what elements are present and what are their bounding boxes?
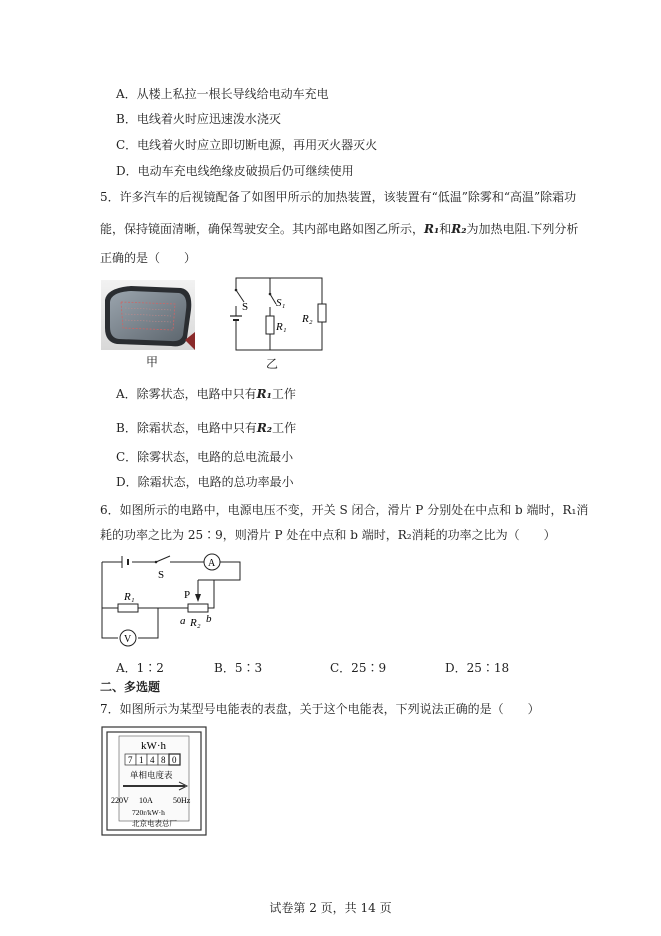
q5-switch-s-label: S <box>242 301 249 313</box>
meter-unit: kW·h <box>141 740 167 752</box>
q5-option-b: B．除霜状态，电路中只有R₂工作 <box>116 421 297 435</box>
meter-name: 单相电度表 <box>130 770 173 780</box>
q5-r2-symbol: R₂ <box>451 222 467 236</box>
q5-circuit-diagram <box>222 276 332 356</box>
meter-voltage: 220V <box>111 796 129 805</box>
q4-option-d: D．电动车充电线绝缘皮破损后仍可继续使用 <box>116 164 354 178</box>
q6-choice-c: C．25∶9 <box>330 661 387 675</box>
q6-r2-label: R₂ <box>190 617 201 629</box>
q5-r1-label: R₁ <box>276 321 287 333</box>
meter-digit-5: 0 <box>172 755 177 765</box>
meter-digit-2: 1 <box>139 755 144 765</box>
meter-digit-3: 4 <box>150 755 155 765</box>
q5-switch-s1-label: S₁ <box>276 297 286 309</box>
meter-digit-4: 8 <box>161 755 166 765</box>
meter-digit-1: 7 <box>128 755 133 765</box>
meter-frequency: 50Hz <box>173 796 191 805</box>
q7-stem: 7．如图所示为某型号电能表的表盘，关于这个电能表，下列说法正确的是（ ） <box>100 702 540 716</box>
q6-voltmeter-label: V <box>124 634 132 645</box>
q6-end-a-label: a <box>180 615 186 627</box>
q6-switch-s-label: S <box>158 569 165 581</box>
q6-stem-line1: 6．如图所示的电路中，电源电压不变，开关 S 闭合，滑片 P 分别处在中点和 b 端时，R₁消 <box>100 503 589 517</box>
q6-choice-b: B．5∶3 <box>214 661 263 675</box>
q4-option-c: C．电线着火时应立即切断电源，再用灭火器灭火 <box>116 138 378 152</box>
figure-yi-label: 乙 <box>266 357 279 371</box>
page-footer: 试卷第 2 页，共 14 页 <box>269 901 392 915</box>
q6-ammeter-label: A <box>208 558 216 569</box>
q5-stem-line1: 5．许多汽车的后视镜配备了如图甲所示的加热装置，该装置有“低温”除雾和“高温”除霜功 <box>100 190 577 204</box>
electric-meter-dial <box>101 726 207 836</box>
q6-slider-p-label: P <box>184 589 191 601</box>
section-heading-multi-choice: 二、多选题 <box>100 680 161 694</box>
q6-choice-d: D．25∶18 <box>445 661 510 675</box>
q5-stem-line2: 能，保持镜面清晰，确保驾驶安全。其内部电路如图乙所示，R₁和R₂为加热电阻.下列分析 <box>100 222 579 236</box>
q6-choice-a: A．1∶2 <box>116 661 164 675</box>
q4-option-b: B．电线着火时应迅速泼水浇灭 <box>116 112 281 126</box>
q6-circuit-diagram <box>98 552 248 652</box>
q4-option-a: A．从楼上私拉一根长导线给电动车充电 <box>116 87 329 101</box>
meter-revolutions: 720r/kW·h <box>132 808 165 817</box>
q6-end-b-label: b <box>206 613 212 625</box>
figure-jia-label: 甲 <box>146 355 159 369</box>
q5-r1-symbol: R₁ <box>424 222 440 236</box>
meter-manufacturer: 北京电表总厂 <box>132 819 177 828</box>
q6-stem-line2: 耗的功率之比为 25∶9，则滑片 P 处在中点和 b 端时，R₂消耗的功率之比为（ ） <box>100 528 556 542</box>
q5-stem-line3: 正确的是（ ） <box>100 251 197 265</box>
q6-r1-label: R₁ <box>124 591 135 603</box>
meter-current: 10A <box>139 796 153 805</box>
q5-r2-label: R₂ <box>302 313 313 325</box>
q5-option-d: D．除霜状态，电路的总功率最小 <box>116 475 294 489</box>
mirror-photo <box>101 280 195 350</box>
q5-option-c: C．除雾状态，电路的总电流最小 <box>116 450 294 464</box>
q5-option-a: A．除雾状态，电路中只有R₁工作 <box>116 387 296 401</box>
